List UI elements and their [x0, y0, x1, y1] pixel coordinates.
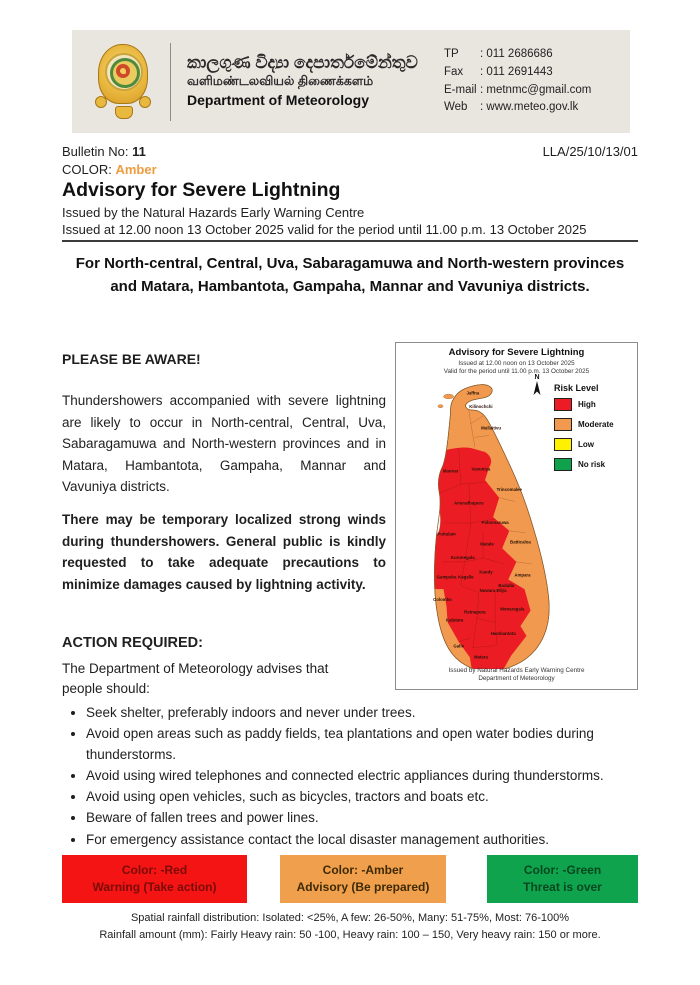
contact-value: : 011 2691443	[480, 64, 553, 82]
islet	[438, 405, 443, 408]
status-box-line1: Color: -Green	[523, 862, 602, 877]
department-name-tamil: வளிமண்டலவியல் திணைக்களம்	[187, 73, 374, 88]
contact-tp	[444, 46, 622, 64]
emblem-lion-icon	[120, 68, 126, 74]
contact-email	[444, 82, 622, 100]
legend-label: No risk	[578, 460, 606, 469]
department-name-english: Department of Meteorology	[187, 92, 370, 109]
bulletin-reference: LLA/25/10/13/01	[542, 144, 638, 159]
district-label-kegalle: Kegalle	[458, 574, 474, 580]
district-label-matara: Matara	[473, 654, 488, 660]
legend-title: Risk Level	[554, 383, 599, 393]
letterhead-divider	[170, 43, 171, 121]
contact-label: TP	[444, 47, 459, 60]
status-box-line2: Advisory (Be prepared)	[296, 880, 430, 894]
district-label-puttalam: Puttalam	[437, 531, 456, 537]
district-label-kurunegala: Kurunegala	[450, 555, 475, 560]
bulletin-color-label: COLOR:	[62, 162, 116, 177]
advice-item: • Avoid using open vehicles, such as bicycles, tractors and boats etc.	[86, 787, 662, 807]
risk-map-panel	[395, 342, 638, 690]
district-label-mannar: Mannar	[442, 468, 459, 474]
advice-list	[62, 703, 662, 851]
district-label-kandy: Kandy	[479, 569, 493, 575]
sri-lanka-map	[398, 377, 570, 669]
district-label-hambantota: Hambantota	[490, 631, 516, 636]
district-label-gampaha: Gampaha	[436, 574, 457, 580]
contact-value: : metnmc@gmail.com	[480, 82, 591, 100]
district-label-kilinochchi: Kilinochchi	[469, 404, 493, 410]
district-label-anuradhapura: Anuradhapura	[454, 500, 484, 506]
validity-line: Issued at 12.00 noon 13 October 2025 valid for the period until 11.00 p.m. 13 October 2025	[62, 222, 587, 237]
advice-item: • Seek shelter, preferably indoors and never under trees.	[86, 703, 662, 723]
advice-item: • For emergency assistance contact the local disaster management authorities.	[86, 830, 662, 850]
contact-fax	[444, 64, 622, 82]
action-intro: The Department of Meteorology advises that people should:	[62, 661, 329, 697]
advice-item: • Avoid open areas such as paddy fields, tea plantations and open water bodies during thunderstorms.	[86, 724, 662, 765]
emblem-grain-pot	[115, 106, 133, 119]
bulletin-number-value: 11	[132, 144, 146, 159]
district-label-monaragala: Monaragala	[500, 606, 525, 612]
status-box-line2: Warning (Take action)	[92, 880, 217, 894]
status-box-line1: Color: -Amber	[322, 862, 404, 877]
contact-label: Web	[444, 101, 468, 114]
district-label-colombo: Colombo	[433, 596, 452, 602]
advice-item: • Avoid using wired telephones and connected electric appliances during thunderstorms.	[86, 766, 662, 786]
bulletin-meta-row	[62, 144, 638, 159]
map-subtitle-issued: Issued at 12.00 noon on 13 October 2025	[458, 360, 575, 367]
contact-label: E-mail	[444, 83, 477, 96]
footer-rainfall-amount: Rainfall amount (mm): Fairly Heavy rain: 50 -100, Heavy rain: 100 – 150, Very heavy rain: 150 or more.	[99, 929, 601, 941]
status-box-line2: Threat is over	[523, 880, 602, 894]
status-box-green	[487, 855, 638, 903]
bulletin-number	[62, 144, 146, 159]
islet	[444, 394, 454, 399]
warning-paragraph: There may be temporary localized strong winds during thundershowers. General public is kindly requested to take adequate precautions to minimize damages caused by lightning activity.	[62, 512, 386, 592]
aware-paragraph: Thundershowers accompanied with severe lightning are likely to occur in North-central, Central, Uva, Sabaragamuwa and North-western provinces and in Matara, Hambantota, Gampaha, Mannar and Vavuniya districts.	[62, 393, 386, 495]
legend-label: Moderate	[578, 420, 614, 429]
map-subtitle-valid: Valid for the period until 11.00 p.m. 13 October 2025	[443, 368, 590, 375]
map-attribution-line1: Issued by Natural Hazards Early Warning Centre	[448, 667, 585, 674]
action-required-heading: ACTION REQUIRED:	[62, 635, 203, 651]
district-label-batticaloa: Batticaloa	[510, 539, 531, 545]
department-names	[187, 52, 444, 112]
district-label-polonnaruwa: Polonnaruwa	[481, 520, 509, 525]
legend-label: Low	[578, 440, 594, 449]
district-label-jaffna: Jaffna	[466, 390, 480, 396]
status-box-red	[62, 855, 247, 903]
map-attribution-line2: Department of Meteorology	[478, 675, 555, 682]
district-label-mullaitivu: Mullaitivu	[481, 425, 502, 431]
district-label-vavuniya: Vavuniya	[471, 466, 491, 472]
contact-label: Fax	[444, 65, 464, 78]
issued-by-line: Issued by the Natural Hazards Early Warning Centre	[62, 205, 365, 220]
district-label-trincomalee: Trincomalee	[496, 486, 522, 492]
status-box-amber	[280, 855, 446, 903]
contact-value: : www.meteo.gov.lk	[480, 99, 578, 117]
district-label-badulla: Badulla	[498, 583, 515, 589]
sri-lanka-emblem-logo	[96, 44, 150, 120]
bulletin-color-row	[62, 162, 157, 177]
district-label-galle: Galle	[453, 643, 465, 649]
footer-spatial-distribution: Spatial rainfall distribution: Isolated: <25%, A few: 26-50%, Many: 51-75%, Most: 76-100%	[130, 912, 570, 924]
district-label-ampara: Ampara	[514, 572, 531, 578]
bulletin-number-label: Bulletin No:	[62, 144, 133, 159]
horizontal-rule	[62, 240, 638, 242]
contact-value: : 011 2686686	[480, 46, 553, 64]
please-be-aware-heading: PLEASE BE AWARE!	[62, 351, 201, 367]
district-label-kalutara: Kalutara	[445, 617, 464, 623]
district-label-ratnapura: Ratnapura	[464, 609, 486, 615]
coverage-heading: For North-central, Central, Uva, Sabaragamuwa and North-western provinces and Matara, Hambantota, Gampaha, Mannar and Vavuniya districts.	[75, 255, 625, 295]
district-label-matale: Matale	[480, 541, 494, 547]
status-box-line1: Color: -Red	[121, 862, 188, 877]
north-label: N	[534, 374, 540, 381]
department-name-sinhala: කාලගුණ විද්‍යා දෙපාර්තමේන්තුව	[187, 52, 418, 72]
advice-item: • Beware of fallen trees and power lines.	[86, 808, 662, 828]
contact-info	[444, 46, 622, 117]
legend-label: High	[578, 400, 596, 409]
district-label-nuwara-eliya: Nuwara Eliya	[479, 588, 507, 594]
contact-web	[444, 99, 622, 117]
advisory-title: Advisory for Severe Lightning	[62, 179, 341, 201]
letterhead	[72, 30, 630, 133]
bulletin-color-value: Amber	[115, 162, 157, 177]
map-title: Advisory for Severe Lightning	[448, 347, 585, 358]
